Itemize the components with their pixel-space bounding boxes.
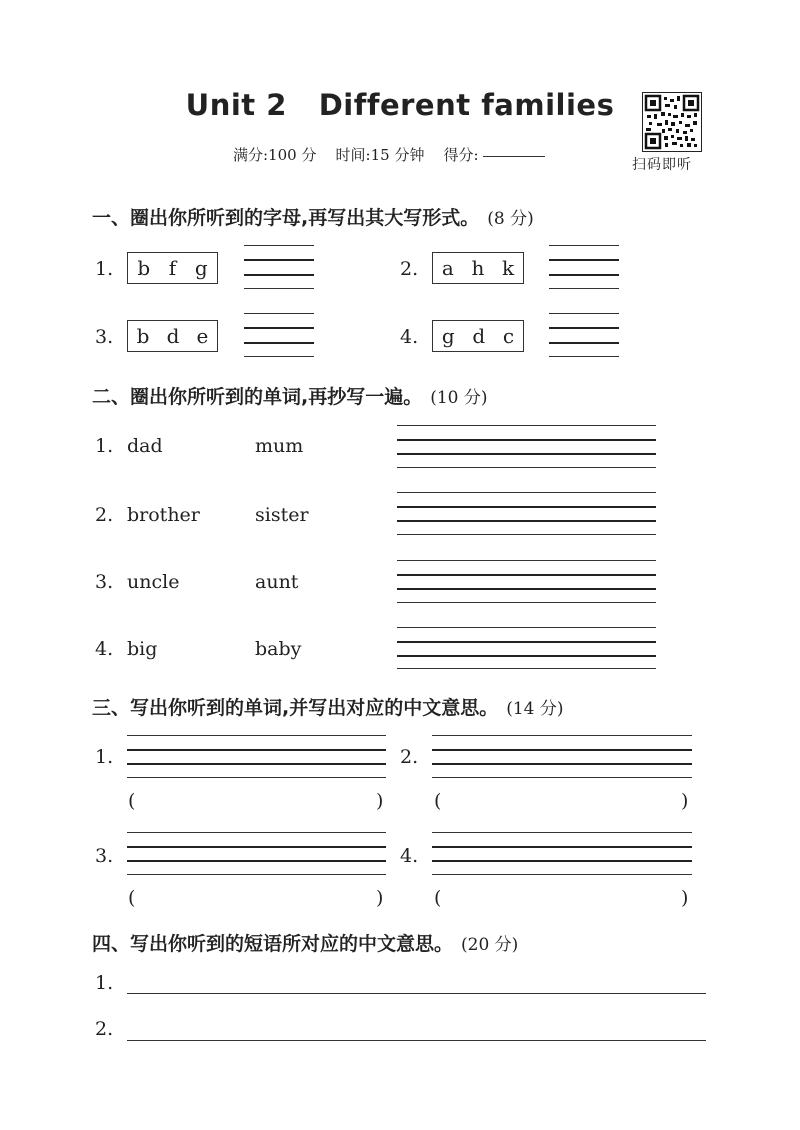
s1-item-3-number: 3. (95, 326, 114, 348)
s2-word-option[interactable]: baby (255, 638, 302, 660)
s1-item-1-letter-box (127, 252, 218, 284)
letter[interactable]: b (136, 324, 150, 348)
s2-item-2-number: 2. (95, 504, 114, 526)
writing-line (397, 574, 656, 576)
s2-word-option[interactable]: uncle (127, 571, 180, 593)
writing-line (397, 453, 656, 455)
writing-line (397, 588, 656, 590)
writing-line (127, 832, 386, 833)
writing-line (127, 763, 386, 765)
s1-item-3-letter-box (127, 320, 218, 352)
s2-word-option[interactable]: brother (127, 504, 200, 526)
section-4-score: (20 分) (461, 935, 519, 955)
writing-line (549, 259, 619, 261)
section-3-heading: 三、写出你听到的单词,并写出对应的中文意思。 (14 分) (92, 697, 564, 719)
letter[interactable]: e (196, 324, 209, 348)
writing-line (432, 735, 692, 736)
letter[interactable]: d (166, 324, 180, 348)
writing-line (244, 288, 314, 289)
section-2-heading: 二、圈出你所听到的单词,再抄写一遍。 (10 分) (92, 386, 488, 408)
writing-line (397, 506, 656, 508)
s2-word-option[interactable]: sister (255, 504, 309, 526)
writing-line (397, 627, 656, 628)
s2-word-option[interactable]: mum (255, 435, 304, 457)
qr-label: 扫码即听 (632, 157, 692, 173)
s2-word-option[interactable]: dad (127, 435, 163, 457)
paren-open: ( (128, 887, 136, 909)
writing-line (127, 735, 386, 736)
writing-line (549, 288, 619, 289)
writing-line (432, 832, 692, 833)
writing-line (244, 274, 314, 276)
letter[interactable]: g (441, 324, 455, 348)
writing-line (244, 313, 314, 314)
writing-line (397, 439, 656, 441)
score-label: 得分: (443, 146, 479, 164)
writing-line (127, 749, 386, 751)
section-3-score: (14 分) (506, 699, 564, 719)
letter[interactable]: b (137, 256, 151, 280)
writing-line (127, 860, 386, 862)
writing-line (397, 602, 656, 603)
writing-line (549, 274, 619, 276)
writing-line (432, 846, 692, 848)
s3-item-1-number: 1. (95, 746, 114, 768)
writing-line (549, 327, 619, 329)
page-title: Unit 2 Different families (185, 88, 615, 122)
s3-item-2-number: 2. (400, 746, 419, 768)
writing-line (397, 492, 656, 493)
qr-code-icon[interactable] (642, 92, 702, 152)
writing-line (244, 245, 314, 246)
paren-open: ( (128, 790, 136, 812)
writing-line (549, 356, 619, 357)
s2-item-1-number: 1. (95, 435, 114, 457)
paren-open: ( (434, 790, 442, 812)
full-score: 满分:100 分 (233, 146, 317, 164)
section-1-heading: 一、圈出你所听到的字母,再写出其大写形式。 (8 分) (92, 207, 534, 229)
letter[interactable]: a (441, 256, 454, 280)
s4-item-2-number: 2. (95, 1018, 114, 1040)
s1-item-4-number: 4. (400, 326, 419, 348)
section-4-heading: 四、写出你听到的短语所对应的中文意思。 (20 分) (92, 933, 519, 955)
writing-line (244, 356, 314, 357)
letter[interactable]: f (168, 256, 177, 280)
writing-line (127, 874, 386, 875)
s2-word-option[interactable]: aunt (255, 571, 299, 593)
paren-close: ) (681, 887, 689, 909)
time-limit: 时间:15 分钟 (335, 146, 425, 164)
writing-line (397, 560, 656, 561)
writing-line (432, 860, 692, 862)
s3-item-3-number: 3. (95, 845, 114, 867)
answer-line[interactable] (127, 1040, 706, 1041)
s3-item-4-number: 4. (400, 845, 419, 867)
letter[interactable]: d (472, 324, 486, 348)
letter[interactable]: k (502, 256, 515, 280)
letter[interactable]: c (502, 324, 515, 348)
writing-line (397, 534, 656, 535)
writing-line (432, 874, 692, 875)
writing-line (397, 467, 656, 468)
writing-line (397, 425, 656, 426)
letter[interactable]: h (471, 256, 485, 280)
writing-line (397, 655, 656, 657)
s2-item-4-number: 4. (95, 638, 114, 660)
section-2-score: (10 分) (430, 388, 488, 408)
s1-item-2-number: 2. (400, 258, 419, 280)
writing-line (432, 749, 692, 751)
writing-line (549, 342, 619, 344)
writing-line (397, 668, 656, 669)
s4-item-1-number: 1. (95, 972, 114, 994)
writing-line (397, 520, 656, 522)
s1-item-4-letter-box (432, 320, 524, 352)
writing-line (432, 763, 692, 765)
paren-close: ) (376, 790, 384, 812)
paren-close: ) (681, 790, 689, 812)
answer-line[interactable] (127, 993, 706, 994)
writing-line (127, 777, 386, 778)
letter[interactable]: g (194, 256, 208, 280)
s2-word-option[interactable]: big (127, 638, 158, 660)
writing-line (244, 259, 314, 261)
s1-item-2-letter-box (432, 252, 524, 284)
s2-item-3-number: 3. (95, 571, 114, 593)
writing-line (244, 342, 314, 344)
writing-line (432, 777, 692, 778)
writing-line (244, 327, 314, 329)
writing-line (397, 641, 656, 643)
writing-line (127, 846, 386, 848)
paren-close: ) (376, 887, 384, 909)
section-1-score: (8 分) (487, 209, 534, 229)
score-blank[interactable] (483, 156, 545, 157)
s1-item-1-number: 1. (95, 258, 114, 280)
paren-open: ( (434, 887, 442, 909)
score-info (233, 144, 545, 165)
writing-line (549, 245, 619, 246)
writing-line (549, 313, 619, 314)
